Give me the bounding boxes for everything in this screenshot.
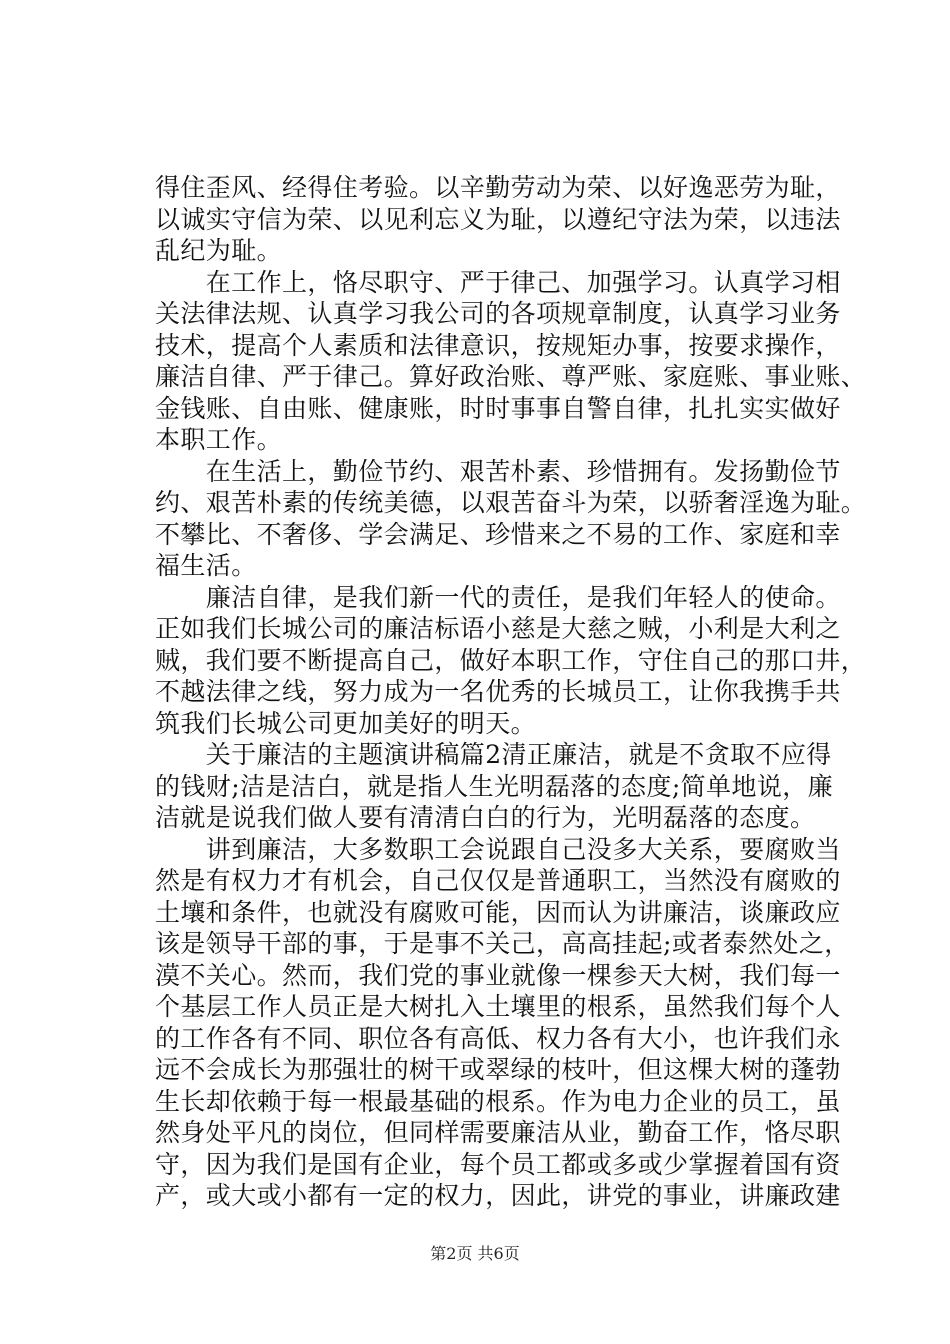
text-line: 然是有权力才有机会，自己仅仅是普通职工，当然没有腐败的 bbox=[155, 866, 841, 895]
text-line: 不攀比、不奢侈、学会满足、珍惜来之不易的工作、家庭和幸 bbox=[155, 520, 841, 549]
text-line: 廉洁自律、严于律己。算好政治账、尊严账、家庭账、事业账、 bbox=[155, 362, 867, 391]
text-line: 乱纪为耻。 bbox=[155, 236, 283, 265]
text-line: 关于廉洁的主题演讲稿篇2清正廉洁，就是不贪取不应得 bbox=[155, 740, 832, 769]
text-line: 廉洁自律，是我们新一代的责任，是我们年轻人的使命。 bbox=[155, 583, 841, 612]
text-line: 在工作上，恪尽职守、严于律己、加强学习。认真学习相 bbox=[155, 268, 841, 297]
text-line: 金钱账、自由账、健康账，时时事事自警自律，扎扎实实做好 bbox=[155, 394, 841, 423]
text-line: 本职工作。 bbox=[155, 425, 283, 454]
text-line: 产，或大或小都有一定的权力，因此，讲党的事业，讲廉政建 bbox=[155, 1181, 841, 1210]
text-line: 个基层工作人员正是大树扎入土壤里的根系，虽然我们每个人 bbox=[155, 992, 841, 1021]
text-line: 讲到廉洁，大多数职工会说跟自己没多大关系，要腐败当 bbox=[155, 835, 841, 864]
text-line: 的钱财;洁是洁白，就是指人生光明磊落的态度;简单地说，廉 bbox=[155, 772, 834, 801]
text-line: 该是领导干部的事，于是事不关己，高高挂起;或者泰然处之， bbox=[155, 929, 850, 958]
page-number-footer: 第2页 共6页 bbox=[430, 1244, 520, 1263]
text-line: 技术，提高个人素质和法律意识，按规矩办事，按要求操作， bbox=[155, 331, 841, 360]
text-line: 约、艰苦朴素的传统美德，以艰苦奋斗为荣，以骄奢淫逸为耻。 bbox=[155, 488, 867, 517]
text-line: 漠不关心。然而，我们党的事业就像一棵参天大树，我们每一 bbox=[155, 961, 841, 990]
text-line: 然身处平凡的岗位，但同样需要廉洁从业，勤奋工作，恪尽职 bbox=[155, 1118, 841, 1147]
text-line: 以诚实守信为荣、以见利忘义为耻，以遵纪守法为荣，以违法 bbox=[155, 205, 841, 234]
text-line: 关法律法规、认真学习我公司的各项规章制度，认真学习业务 bbox=[155, 299, 841, 328]
text-line: 生长却依赖于每一根最基础的根系。作为电力企业的员工，虽 bbox=[155, 1087, 841, 1116]
text-line: 得住歪风、经得住考验。以辛勤劳动为荣、以好逸恶劳为耻， bbox=[155, 173, 841, 202]
text-line: 土壤和条件，也就没有腐败可能，因而认为讲廉洁，谈廉政应 bbox=[155, 898, 841, 927]
text-line: 守，因为我们是国有企业，每个员工都或多或少掌握着国有资 bbox=[155, 1150, 841, 1179]
text-line: 不越法律之线，努力成为一名优秀的长城员工，让你我携手共 bbox=[155, 677, 841, 706]
text-line: 正如我们长城公司的廉洁标语小慈是大慈之贼，小利是大利之 bbox=[155, 614, 841, 643]
text-line: 福生活。 bbox=[155, 551, 257, 580]
text-line: 洁就是说我们做人要有清清白白的行为，光明磊落的态度。 bbox=[155, 803, 816, 832]
text-line: 的工作各有不同、职位各有高低、权力各有大小，也许我们永 bbox=[155, 1024, 841, 1053]
text-line: 远不会成长为那强壮的树干或翠绿的枝叶，但这棵大树的蓬勃 bbox=[155, 1055, 841, 1084]
text-line: 筑我们长城公司更加美好的明天。 bbox=[155, 709, 537, 738]
text-line: 在生活上，勤俭节约、艰苦朴素、珍惜拥有。发扬勤俭节 bbox=[155, 457, 841, 486]
text-line: 贼，我们要不断提高自己，做好本职工作，守住自己的那口井， bbox=[155, 646, 867, 675]
